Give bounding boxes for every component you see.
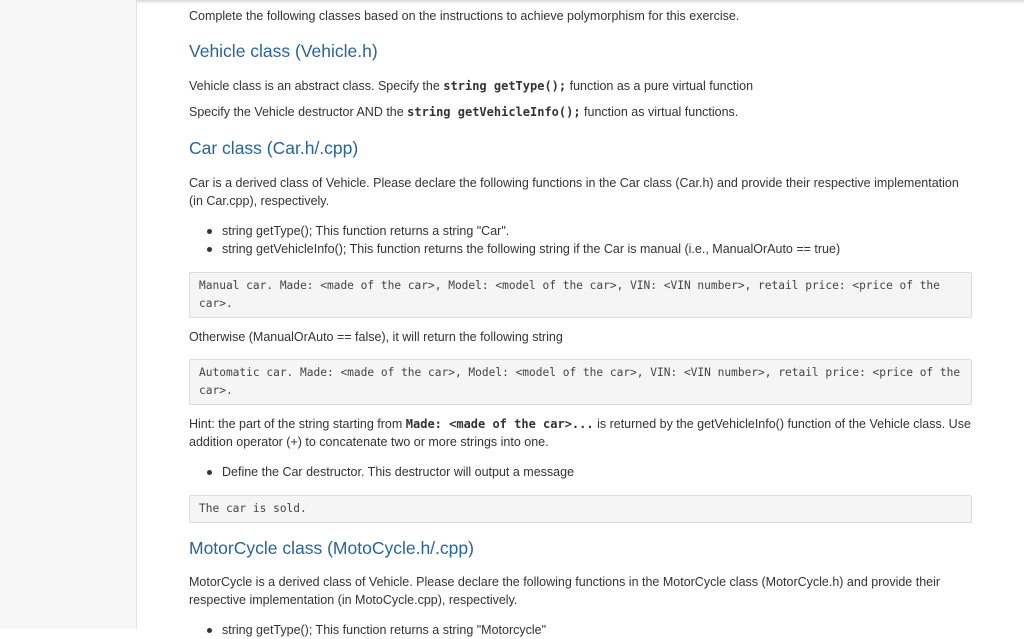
otherwise-text: Otherwise (ManualOrAuto == false), it will return the following string xyxy=(189,330,563,344)
automatic-code-block: Automatic car. Made: <made of the car>, Model: <model of the car>, VIN: <VIN number>, retail price: <price of the car>. xyxy=(189,359,972,405)
vehicle-line-2: Specify the Vehicle destructor AND the string getVehicleInfo(); function as virtual functions. xyxy=(189,105,739,119)
left-sidebar xyxy=(0,0,137,629)
car-heading: Car class (Car.h/.cpp) xyxy=(189,138,359,158)
manual-code-block: Manual car. Made: <made of the car>, Model: <model of the car>, VIN: <VIN number>, retail price: <price of the car>. xyxy=(189,272,972,318)
list-item: string getVehicleInfo(); This function returns the following string if the Car is manual (i.e., ManualOrAuto == true) xyxy=(222,240,1005,258)
list-item: Define the Car destructor. This destructor will output a message xyxy=(222,463,1005,481)
motorcycle-function-list xyxy=(189,621,1005,639)
list-item: string getType(); This function returns a string "Motorcycle" xyxy=(222,621,1005,639)
motorcycle-heading: MotorCycle class (MotoCycle.h/.cpp) xyxy=(189,538,474,558)
car-description: Car is a derived class of Vehicle. Please declare the following functions in the Car class (Car.h) and provide their respective implementation (in Car.cpp), respectively. xyxy=(189,176,959,208)
inline-code: Made: <made of the car>... xyxy=(405,417,594,431)
inline-code: string getType(); xyxy=(443,79,567,93)
list-item: string getType(); This function returns a string "Car". xyxy=(222,222,1005,240)
car-function-list xyxy=(189,222,1005,258)
inline-code: string getVehicleInfo(); xyxy=(407,105,581,119)
hint-text: Hint: the part of the string starting from Made: <made of the car>... is returned by the getVehicleInfo() function of the Vehicle class. Use addition operator (+) to concatenate two or more strings into one. xyxy=(189,417,971,449)
intro-text: Complete the following classes based on the instructions to achieve polymorphism for this exercise. xyxy=(189,9,740,23)
sold-code-block: The car is sold. xyxy=(189,495,972,523)
top-shadow xyxy=(0,0,1024,4)
vehicle-line-1: Vehicle class is an abstract class. Specify the string getType(); function as a pure virtual function xyxy=(189,79,754,93)
motorcycle-description: MotorCycle is a derived class of Vehicle. Please declare the following functions in the MotorCycle class (MotorCycle.h) and provide their respective implementation (in MotoCycle.cpp), respectively. xyxy=(189,575,941,607)
car-destructor-list xyxy=(189,463,1005,481)
vehicle-heading: Vehicle class (Vehicle.h) xyxy=(189,41,378,61)
